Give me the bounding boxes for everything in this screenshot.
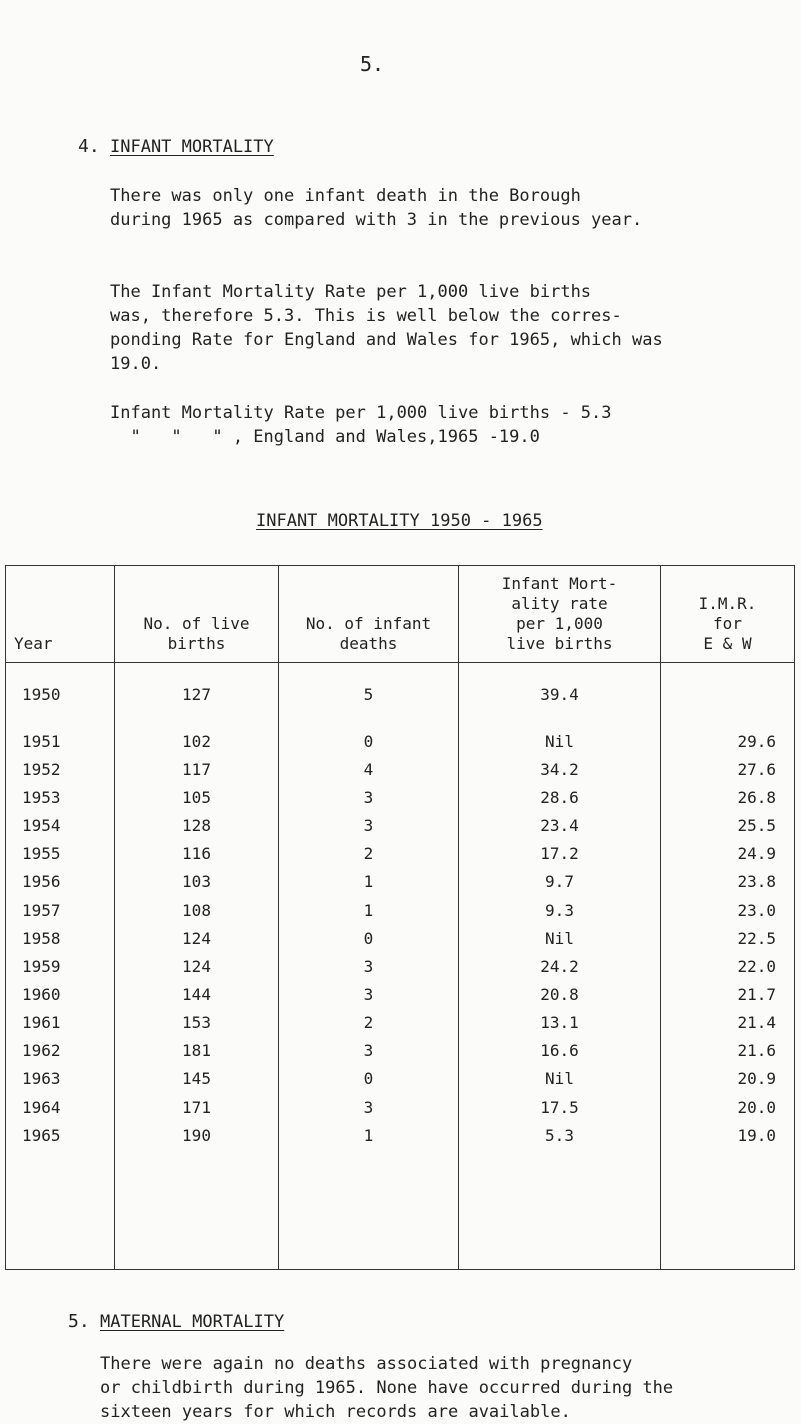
cell-year: 1951 bbox=[6, 734, 115, 762]
cell-live-births: 153 bbox=[115, 1015, 279, 1043]
cell-live-births: 190 bbox=[115, 1128, 279, 1270]
cell-imr-ew bbox=[661, 663, 795, 734]
infant-mortality-table bbox=[5, 565, 795, 1270]
cell-rate: 9.7 bbox=[459, 874, 661, 902]
cell-year: 1953 bbox=[6, 790, 115, 818]
cell-infant-deaths: 3 bbox=[279, 1100, 459, 1128]
cell-rate: 24.2 bbox=[459, 959, 661, 987]
cell-imr-ew: 24.9 bbox=[661, 846, 795, 874]
table-row bbox=[6, 1043, 795, 1071]
section-heading: MATERNAL MORTALITY bbox=[100, 1312, 285, 1332]
cell-infant-deaths: 2 bbox=[279, 1015, 459, 1043]
cell-infant-deaths: 2 bbox=[279, 846, 459, 874]
col-header-rate: Infant Mort- ality rate per 1,000 live births bbox=[459, 566, 661, 663]
table-row bbox=[6, 1015, 795, 1043]
cell-rate: 23.4 bbox=[459, 818, 661, 846]
cell-imr-ew: 23.0 bbox=[661, 903, 795, 931]
cell-imr-ew: 25.5 bbox=[661, 818, 795, 846]
cell-infant-deaths: 0 bbox=[279, 931, 459, 959]
table-title: INFANT MORTALITY 1950 - 1965 bbox=[256, 511, 543, 531]
cell-live-births: 108 bbox=[115, 903, 279, 931]
col-header-imr: I.M.R. for E & W bbox=[661, 566, 795, 663]
cell-live-births: 124 bbox=[115, 931, 279, 959]
table-row bbox=[6, 1100, 795, 1128]
rate-summary: Infant Mortality Rate per 1,000 live births - 5.3 " " " , England and Wales,1965 -19.0 bbox=[110, 403, 612, 447]
cell-live-births: 116 bbox=[115, 846, 279, 874]
cell-imr-ew: 21.4 bbox=[661, 1015, 795, 1043]
cell-infant-deaths: 3 bbox=[279, 1043, 459, 1071]
cell-infant-deaths: 1 bbox=[279, 874, 459, 902]
table-row bbox=[6, 846, 795, 874]
cell-infant-deaths: 3 bbox=[279, 790, 459, 818]
cell-imr-ew: 22.0 bbox=[661, 959, 795, 987]
cell-infant-deaths: 5 bbox=[279, 663, 459, 734]
cell-imr-ew: 23.8 bbox=[661, 874, 795, 902]
cell-live-births: 105 bbox=[115, 790, 279, 818]
cell-year: 1958 bbox=[6, 931, 115, 959]
cell-rate: Nil bbox=[459, 1071, 661, 1099]
paragraph: There was only one infant death in the Borough during 1965 as compared with 3 in the previous year. bbox=[110, 186, 643, 230]
cell-year: 1964 bbox=[6, 1100, 115, 1128]
col-header-infant-deaths: No. of infant deaths bbox=[279, 566, 459, 663]
cell-infant-deaths: 1 bbox=[279, 1128, 459, 1270]
cell-live-births: 127 bbox=[115, 663, 279, 734]
table-row bbox=[6, 734, 795, 762]
cell-live-births: 128 bbox=[115, 818, 279, 846]
cell-imr-ew: 19.0 bbox=[661, 1128, 795, 1270]
section-number: 4. bbox=[78, 136, 100, 157]
cell-imr-ew: 21.6 bbox=[661, 1043, 795, 1071]
cell-rate: Nil bbox=[459, 931, 661, 959]
cell-imr-ew: 22.5 bbox=[661, 931, 795, 959]
cell-rate: 34.2 bbox=[459, 762, 661, 790]
cell-live-births: 171 bbox=[115, 1100, 279, 1128]
cell-infant-deaths: 1 bbox=[279, 903, 459, 931]
table-row bbox=[6, 762, 795, 790]
section-heading: INFANT MORTALITY bbox=[110, 137, 274, 157]
cell-rate: 17.2 bbox=[459, 846, 661, 874]
cell-live-births: 144 bbox=[115, 987, 279, 1015]
cell-live-births: 181 bbox=[115, 1043, 279, 1071]
page-number: 5. bbox=[360, 52, 385, 76]
cell-year: 1963 bbox=[6, 1071, 115, 1099]
table-row bbox=[6, 931, 795, 959]
cell-rate: 9.3 bbox=[459, 903, 661, 931]
paragraph: The Infant Mortality Rate per 1,000 live births was, therefore 5.3. This is well below the corres- ponding Rate for England and Wales for 1965, which was 19.0. bbox=[110, 282, 663, 374]
cell-rate: 28.6 bbox=[459, 790, 661, 818]
cell-live-births: 145 bbox=[115, 1071, 279, 1099]
cell-imr-ew: 29.6 bbox=[661, 734, 795, 762]
cell-infant-deaths: 3 bbox=[279, 818, 459, 846]
cell-imr-ew: 27.6 bbox=[661, 762, 795, 790]
cell-year: 1957 bbox=[6, 903, 115, 931]
col-header-year: Year bbox=[6, 566, 115, 663]
table-row bbox=[6, 790, 795, 818]
cell-imr-ew: 26.8 bbox=[661, 790, 795, 818]
table-row bbox=[6, 1128, 795, 1270]
cell-infant-deaths: 0 bbox=[279, 1071, 459, 1099]
cell-rate: 5.3 bbox=[459, 1128, 661, 1270]
cell-year: 1960 bbox=[6, 987, 115, 1015]
cell-live-births: 124 bbox=[115, 959, 279, 987]
table-row bbox=[6, 663, 795, 734]
cell-rate: Nil bbox=[459, 734, 661, 762]
cell-year: 1955 bbox=[6, 846, 115, 874]
cell-year: 1961 bbox=[6, 1015, 115, 1043]
cell-imr-ew: 20.0 bbox=[661, 1100, 795, 1128]
cell-rate: 17.5 bbox=[459, 1100, 661, 1128]
cell-rate: 39.4 bbox=[459, 663, 661, 734]
cell-imr-ew: 21.7 bbox=[661, 987, 795, 1015]
cell-year: 1950 bbox=[6, 663, 115, 734]
cell-year: 1954 bbox=[6, 818, 115, 846]
cell-live-births: 102 bbox=[115, 734, 279, 762]
cell-rate: 20.8 bbox=[459, 987, 661, 1015]
cell-infant-deaths: 0 bbox=[279, 734, 459, 762]
cell-live-births: 117 bbox=[115, 762, 279, 790]
cell-rate: 16.6 bbox=[459, 1043, 661, 1071]
table-row bbox=[6, 959, 795, 987]
cell-rate: 13.1 bbox=[459, 1015, 661, 1043]
col-header-live-births: No. of live births bbox=[115, 566, 279, 663]
cell-year: 1959 bbox=[6, 959, 115, 987]
section-number: 5. bbox=[68, 1311, 90, 1332]
table-row bbox=[6, 1071, 795, 1099]
cell-year: 1956 bbox=[6, 874, 115, 902]
paragraph: There were again no deaths associated with pregnancy or childbirth during 1965. None have occurred during the sixteen years for which records are available. bbox=[100, 1354, 674, 1422]
cell-year: 1952 bbox=[6, 762, 115, 790]
table-header-row bbox=[6, 566, 795, 663]
cell-infant-deaths: 4 bbox=[279, 762, 459, 790]
table-row bbox=[6, 903, 795, 931]
cell-imr-ew: 20.9 bbox=[661, 1071, 795, 1099]
cell-infant-deaths: 3 bbox=[279, 959, 459, 987]
cell-year: 1965 bbox=[6, 1128, 115, 1270]
cell-live-births: 103 bbox=[115, 874, 279, 902]
cell-infant-deaths: 3 bbox=[279, 987, 459, 1015]
table-row bbox=[6, 818, 795, 846]
table-row bbox=[6, 987, 795, 1015]
cell-year: 1962 bbox=[6, 1043, 115, 1071]
table-row bbox=[6, 874, 795, 902]
